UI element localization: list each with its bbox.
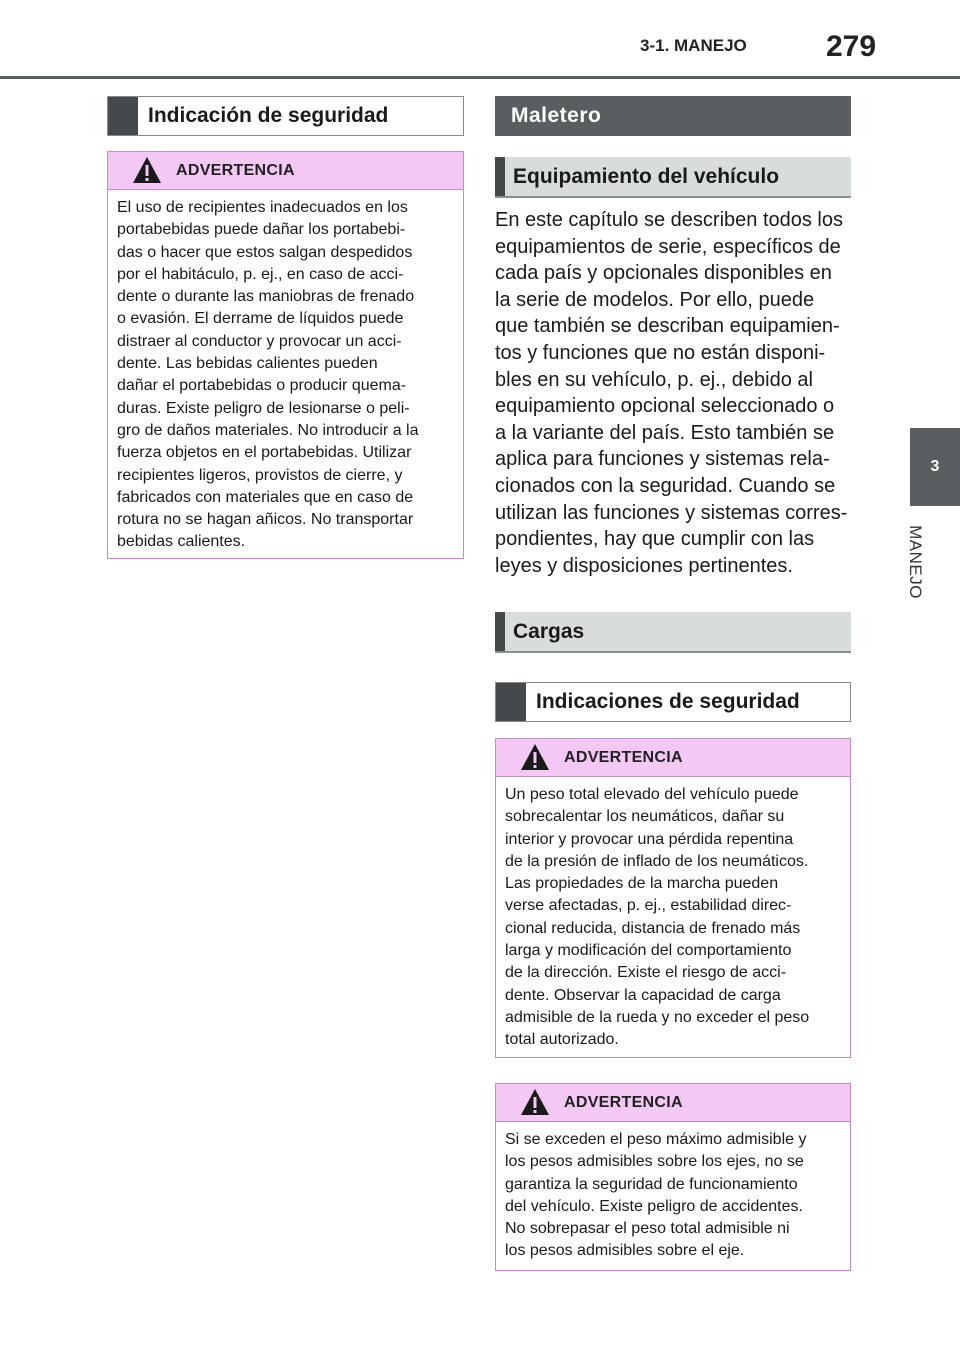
paragraph-line: cada país y opcionales disponibles en (495, 262, 832, 285)
warning-line: larga y modificación del comportamiento (505, 942, 792, 960)
subsection-text: Cargas (513, 619, 585, 643)
warning-line: o evasión. El derrame de líquidos puede (117, 310, 404, 328)
paragraph-line: En este capítulo se describen todos los (495, 209, 843, 231)
heading-indicaciones-seguridad (495, 682, 851, 722)
paragraph-line: la serie de modelos. Por ello, puede (495, 288, 815, 311)
warning-text (496, 1122, 850, 1273)
warning-header (496, 739, 850, 777)
warning-text (496, 777, 850, 1062)
paragraph-line: que también se describan equipamien- (495, 315, 840, 338)
warning-line: por el habitáculo, p. ej., en caso de acci- (117, 265, 404, 283)
warning-line: Un peso total elevado del vehículo puede (505, 786, 799, 803)
warning-line: Las propiedades de la marcha pueden (505, 875, 779, 893)
heading-bar (108, 97, 138, 135)
subsection-bar (495, 157, 505, 196)
warning-line: admisible de la rueda y no exceder el peso (505, 1008, 810, 1026)
warning-box-peso-maximo (495, 1083, 851, 1271)
chapter-tab-label-wrap (900, 522, 930, 602)
warning-line: distraer al conductor y provocar un acci- (117, 332, 402, 350)
warning-box-portabebidas (107, 151, 464, 559)
warning-header (496, 1084, 850, 1122)
warning-line: garantiza la seguridad de funcionamiento (505, 1175, 798, 1193)
subsection-cargas (495, 612, 851, 653)
chapter-tab: 3 (910, 428, 960, 506)
heading-text: Indicaciones de seguridad (536, 690, 800, 713)
warning-line: los pesos admisibles sobre el eje. (505, 1242, 745, 1260)
warning-line: recipientes ligeros, provistos de cierre, y (117, 466, 403, 484)
warning-line: Si se exceden el peso máximo admisible y (505, 1131, 807, 1148)
warning-line: duras. Existe peligro de lesionarse o peli- (117, 399, 410, 417)
paragraph-line: aplica para funciones y sistemas rela- (495, 448, 830, 471)
warning-line: sobrecalentar los neumáticos, dañar su (505, 808, 785, 826)
warning-line: El uso de recipientes inadecuados en los (117, 199, 408, 216)
paragraph-line: equipamientos de serie, específicos de (495, 235, 841, 258)
paragraph-line: cionados con la seguridad. Cuando se (495, 474, 836, 497)
warning-header (108, 152, 463, 190)
warning-triangle-icon (132, 156, 162, 184)
warning-line: No sobrepasar el peso total admisible ni (505, 1220, 790, 1238)
warning-box-peso-total (495, 738, 851, 1058)
paragraph-line: bles en su vehículo, p. ej., debido al (495, 368, 813, 391)
warning-title: ADVERTENCIA (564, 749, 683, 766)
heading-text: Indicación de seguridad (148, 104, 389, 127)
warning-title: ADVERTENCIA (564, 1094, 683, 1111)
chapter-tab-label: MANEJO (906, 525, 925, 599)
warning-line: fabricados con materiales que en caso de (117, 488, 414, 506)
warning-line: fuerza objetos en el portabebidas. Utilizar (117, 444, 412, 462)
warning-line: das o hacer que estos salgan despedidos (117, 243, 413, 261)
paragraph-line: a la variante del país. Esto también se (495, 421, 835, 444)
warning-line: dañar el portabebidas o producir quema- (117, 377, 407, 395)
subsection-equipamiento (495, 157, 851, 198)
running-header-section: 3-1. MANEJO (640, 36, 747, 55)
warning-line: total autorizado. (505, 1031, 619, 1049)
warning-line: los pesos admisibles sobre los ejes, no se (505, 1153, 804, 1171)
header-rule (0, 76, 960, 79)
paragraph-line: utilizan las funciones y sistemas corres- (495, 501, 848, 524)
warning-triangle-icon (520, 743, 550, 771)
page-number: 279 (826, 30, 877, 63)
warning-line: bebidas calientes. (117, 533, 246, 551)
warning-line: de la dirección. Existe el riesgo de acci- (505, 964, 787, 982)
paragraph-line: pondientes, hay que cumplir con las (495, 528, 815, 551)
warning-line: rotura no se hagan añicos. No transportar (117, 511, 414, 529)
warning-line: dente. Las bebidas calientes pueden (117, 355, 378, 373)
subsection-bar (495, 612, 505, 651)
subsection-text: Equipamiento del vehículo (513, 164, 780, 188)
warning-title: ADVERTENCIA (176, 162, 295, 179)
warning-line: dente. Observar la capacidad de carga (505, 986, 781, 1004)
paragraph-line: equipamiento opcional seleccionado o (495, 395, 835, 418)
section-title-maletero: Maletero (495, 96, 851, 136)
warning-text (108, 190, 463, 564)
heading-bar (496, 683, 526, 721)
warning-line: interior y provocar una pérdida repentina (505, 830, 794, 848)
warning-line: gro de daños materiales. No introducir a la (117, 421, 419, 439)
warning-line: de la presión de inflado de los neumáticos. (505, 852, 809, 870)
warning-line: verse afectadas, p. ej., estabilidad direc- (505, 897, 792, 915)
paragraph-line: leyes y disposiciones pertinentes. (495, 554, 793, 577)
warning-triangle-icon (520, 1088, 550, 1116)
intro-paragraph (495, 207, 855, 579)
warning-line: portabebidas puede dañar los portabebi- (117, 221, 406, 239)
warning-line: cional reducida, distancia de frenado más (505, 919, 801, 937)
warning-line: del vehículo. Existe peligro de accidentes. (505, 1197, 803, 1215)
warning-line: dente o durante las maniobras de frenado (117, 288, 415, 306)
heading-indicacion-seguridad (107, 96, 464, 136)
paragraph-line: tos y funciones que no están disponi- (495, 341, 826, 364)
